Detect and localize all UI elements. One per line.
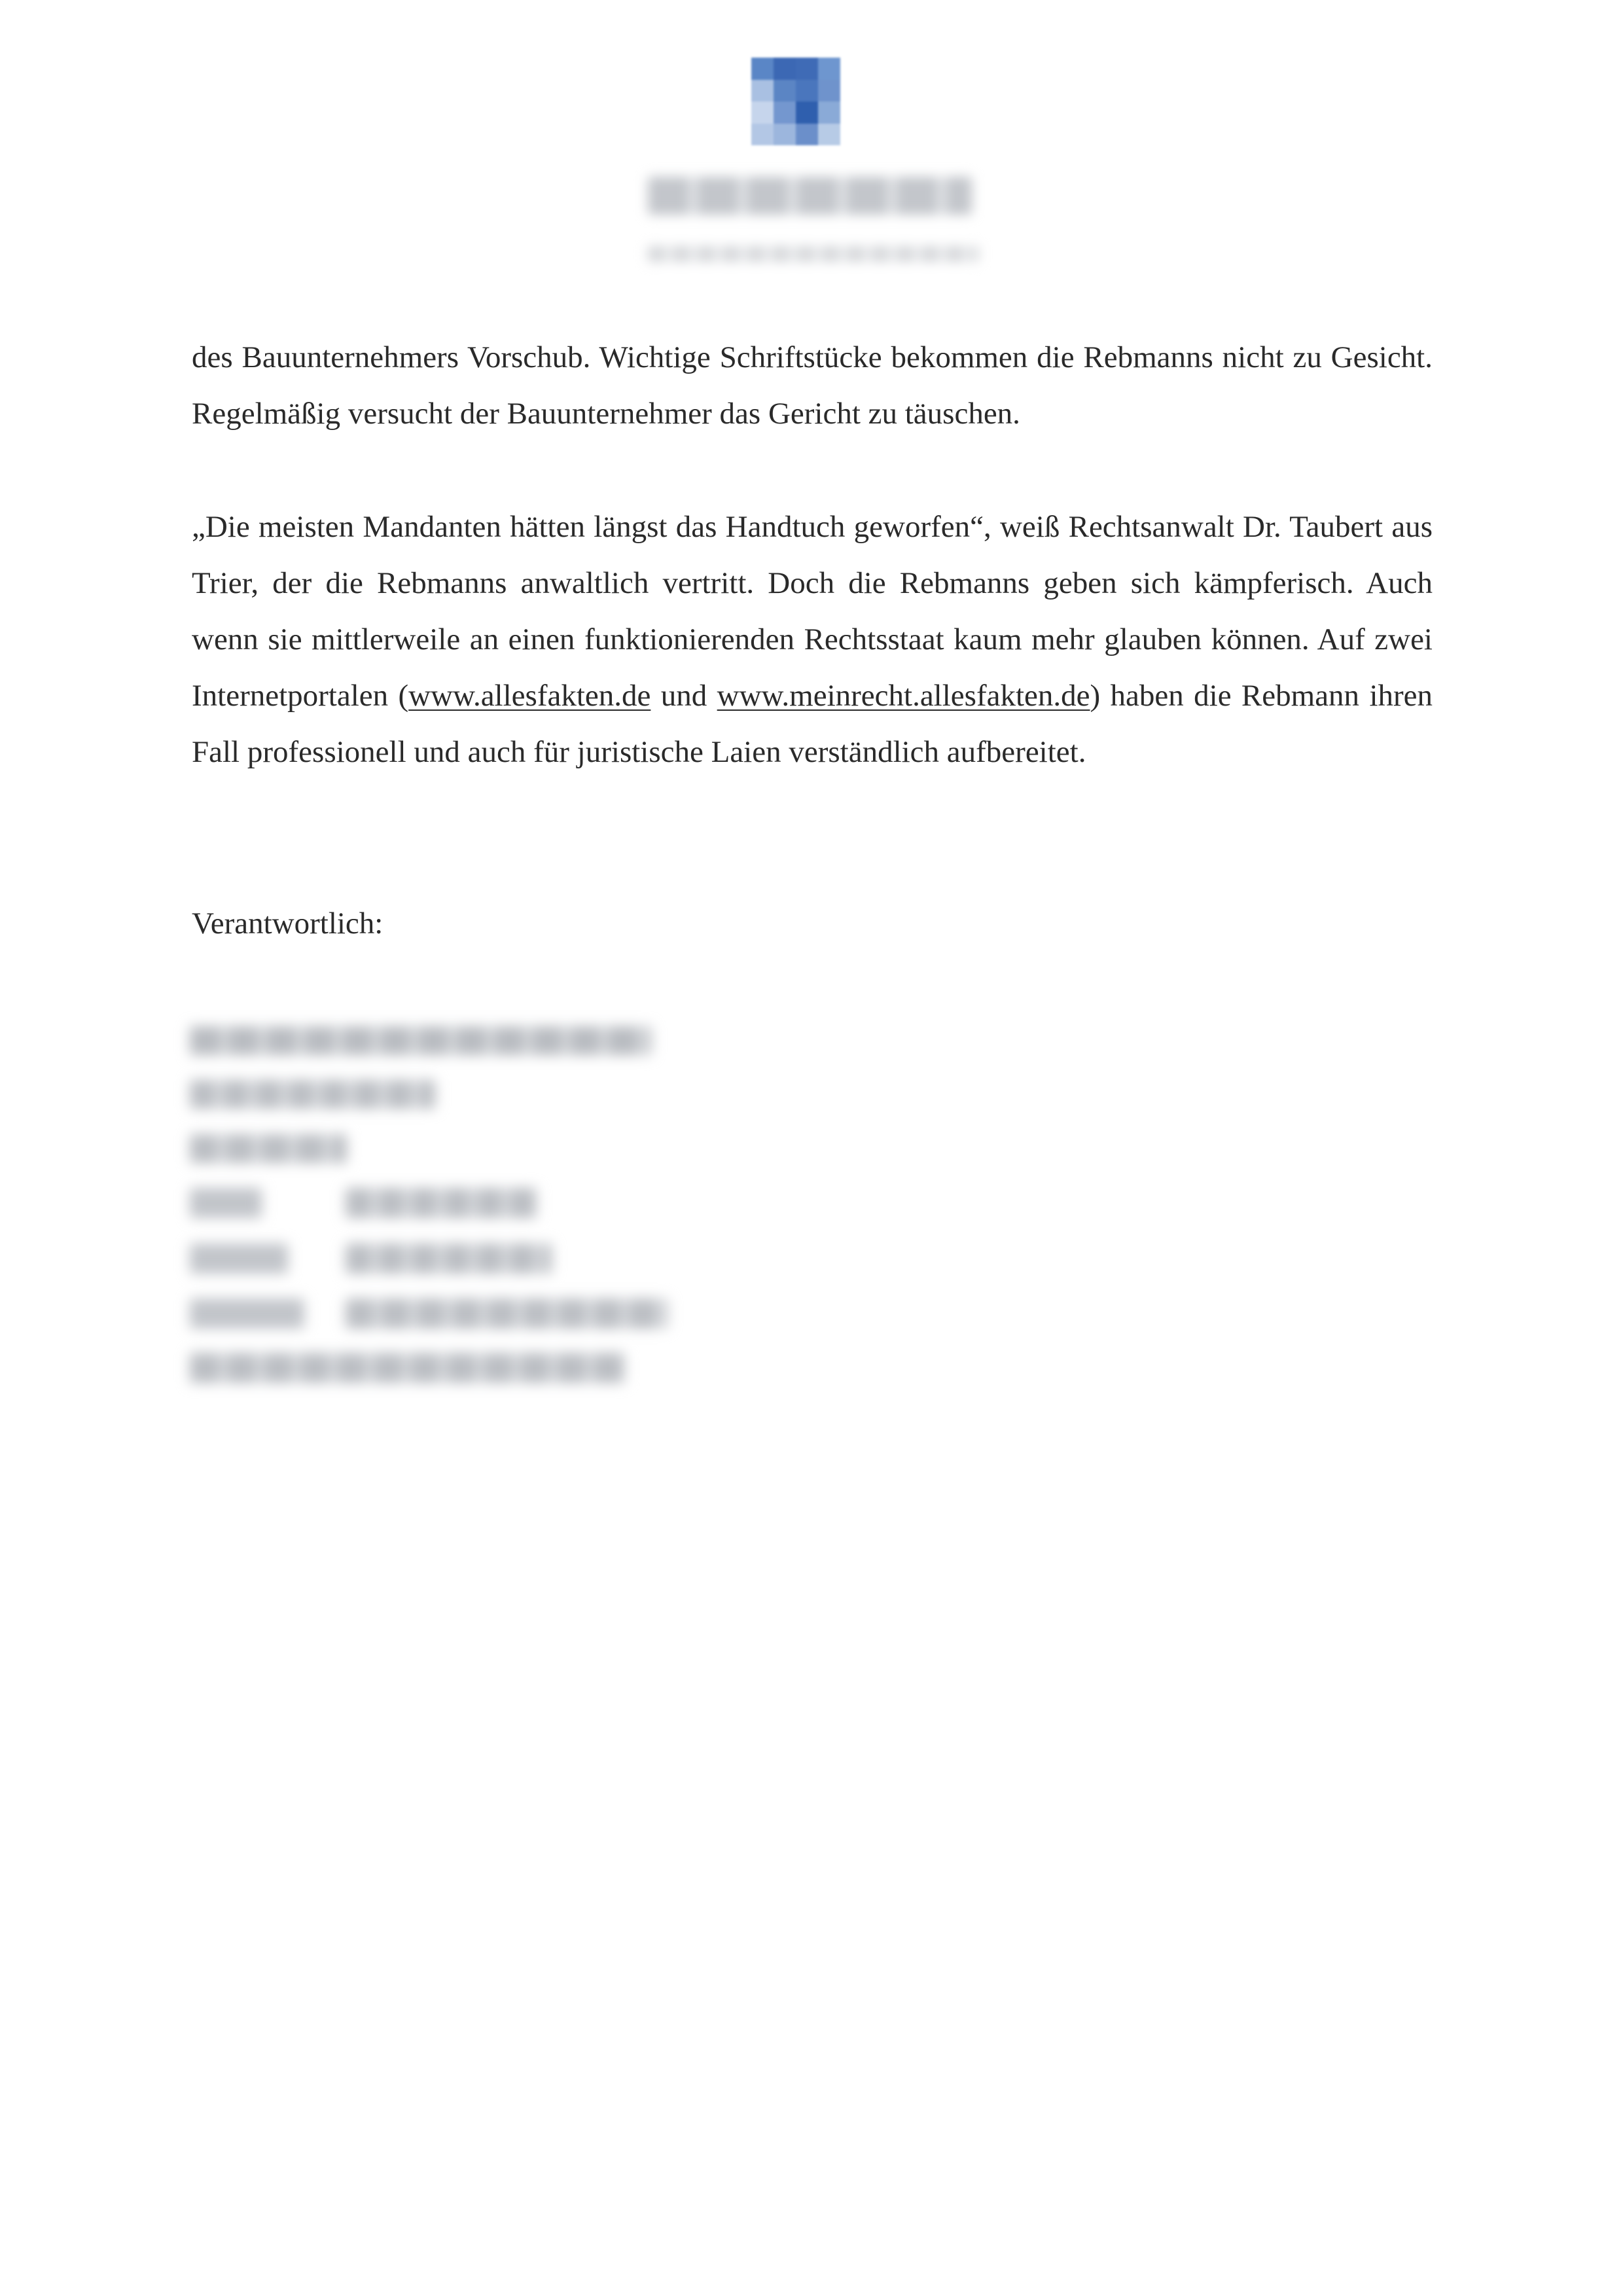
logo-pixel xyxy=(818,58,840,80)
logo-pixel xyxy=(774,80,796,102)
link-allesfakten[interactable]: www.allesfakten.de xyxy=(408,679,651,713)
logo-pixel xyxy=(751,101,774,124)
logo-pixel xyxy=(796,101,818,124)
contact-line-redacted xyxy=(190,1134,347,1163)
logo-pixel xyxy=(796,80,818,102)
contact-value-redacted xyxy=(346,1299,668,1329)
contact-label-redacted xyxy=(190,1188,262,1218)
contact-line-redacted xyxy=(190,1353,625,1383)
company-name-redacted xyxy=(648,177,972,215)
paragraph-2-text-b: und xyxy=(651,679,717,713)
logo-pixel xyxy=(818,124,840,146)
logo-pixel xyxy=(751,124,774,146)
company-logo xyxy=(751,58,840,145)
contact-line-redacted xyxy=(190,1026,651,1055)
paragraph-1: des Bauunternehmers Vorschub. Wichtige Schriftstücke bekommen die Rebmanns nicht zu Gesicht. Regelmäßig versucht der Bauunternehmer das Gericht zu täuschen. xyxy=(192,340,1433,431)
contact-value-redacted xyxy=(346,1188,537,1218)
logo-pixel xyxy=(796,124,818,146)
logo-pixel xyxy=(818,101,840,124)
contact-value-redacted xyxy=(346,1244,552,1274)
logo-pixel xyxy=(774,124,796,146)
responsible-label: Verantwortlich: xyxy=(192,906,383,941)
company-subtitle-redacted xyxy=(648,246,978,262)
logo-pixel xyxy=(751,58,774,80)
logo-pixel xyxy=(774,101,796,124)
logo-pixel xyxy=(774,58,796,80)
paragraph-2-text-c: ) haben die Rebmann ihren Fall professionell und auch für juristische Laien verständlich aufbereitet. xyxy=(192,679,1433,769)
paragraph-2 xyxy=(192,499,1433,780)
contact-label-redacted xyxy=(190,1299,304,1329)
contact-line-redacted xyxy=(190,1080,435,1109)
paragraph-2-text-a: „Die meisten Mandanten hätten längst das Handtuch geworfen“, weiß Rechtsanwalt Dr. Taubert aus Trier, der die Rebmanns anwaltlich vertritt. Doch die Rebmanns geben sich kämpferisch. Auch wenn sie mittlerweile an einen funktionierenden Rechtsstaat kaum mehr glauben können. Auf zwei Internetportalen ( xyxy=(192,510,1433,713)
logo-pixel xyxy=(751,80,774,102)
logo-pixel xyxy=(818,80,840,102)
contact-label-redacted xyxy=(190,1244,288,1274)
logo-pixel xyxy=(796,58,818,80)
link-meinrecht-allesfakten[interactable]: www.meinrecht.allesfakten.de xyxy=(717,679,1090,713)
